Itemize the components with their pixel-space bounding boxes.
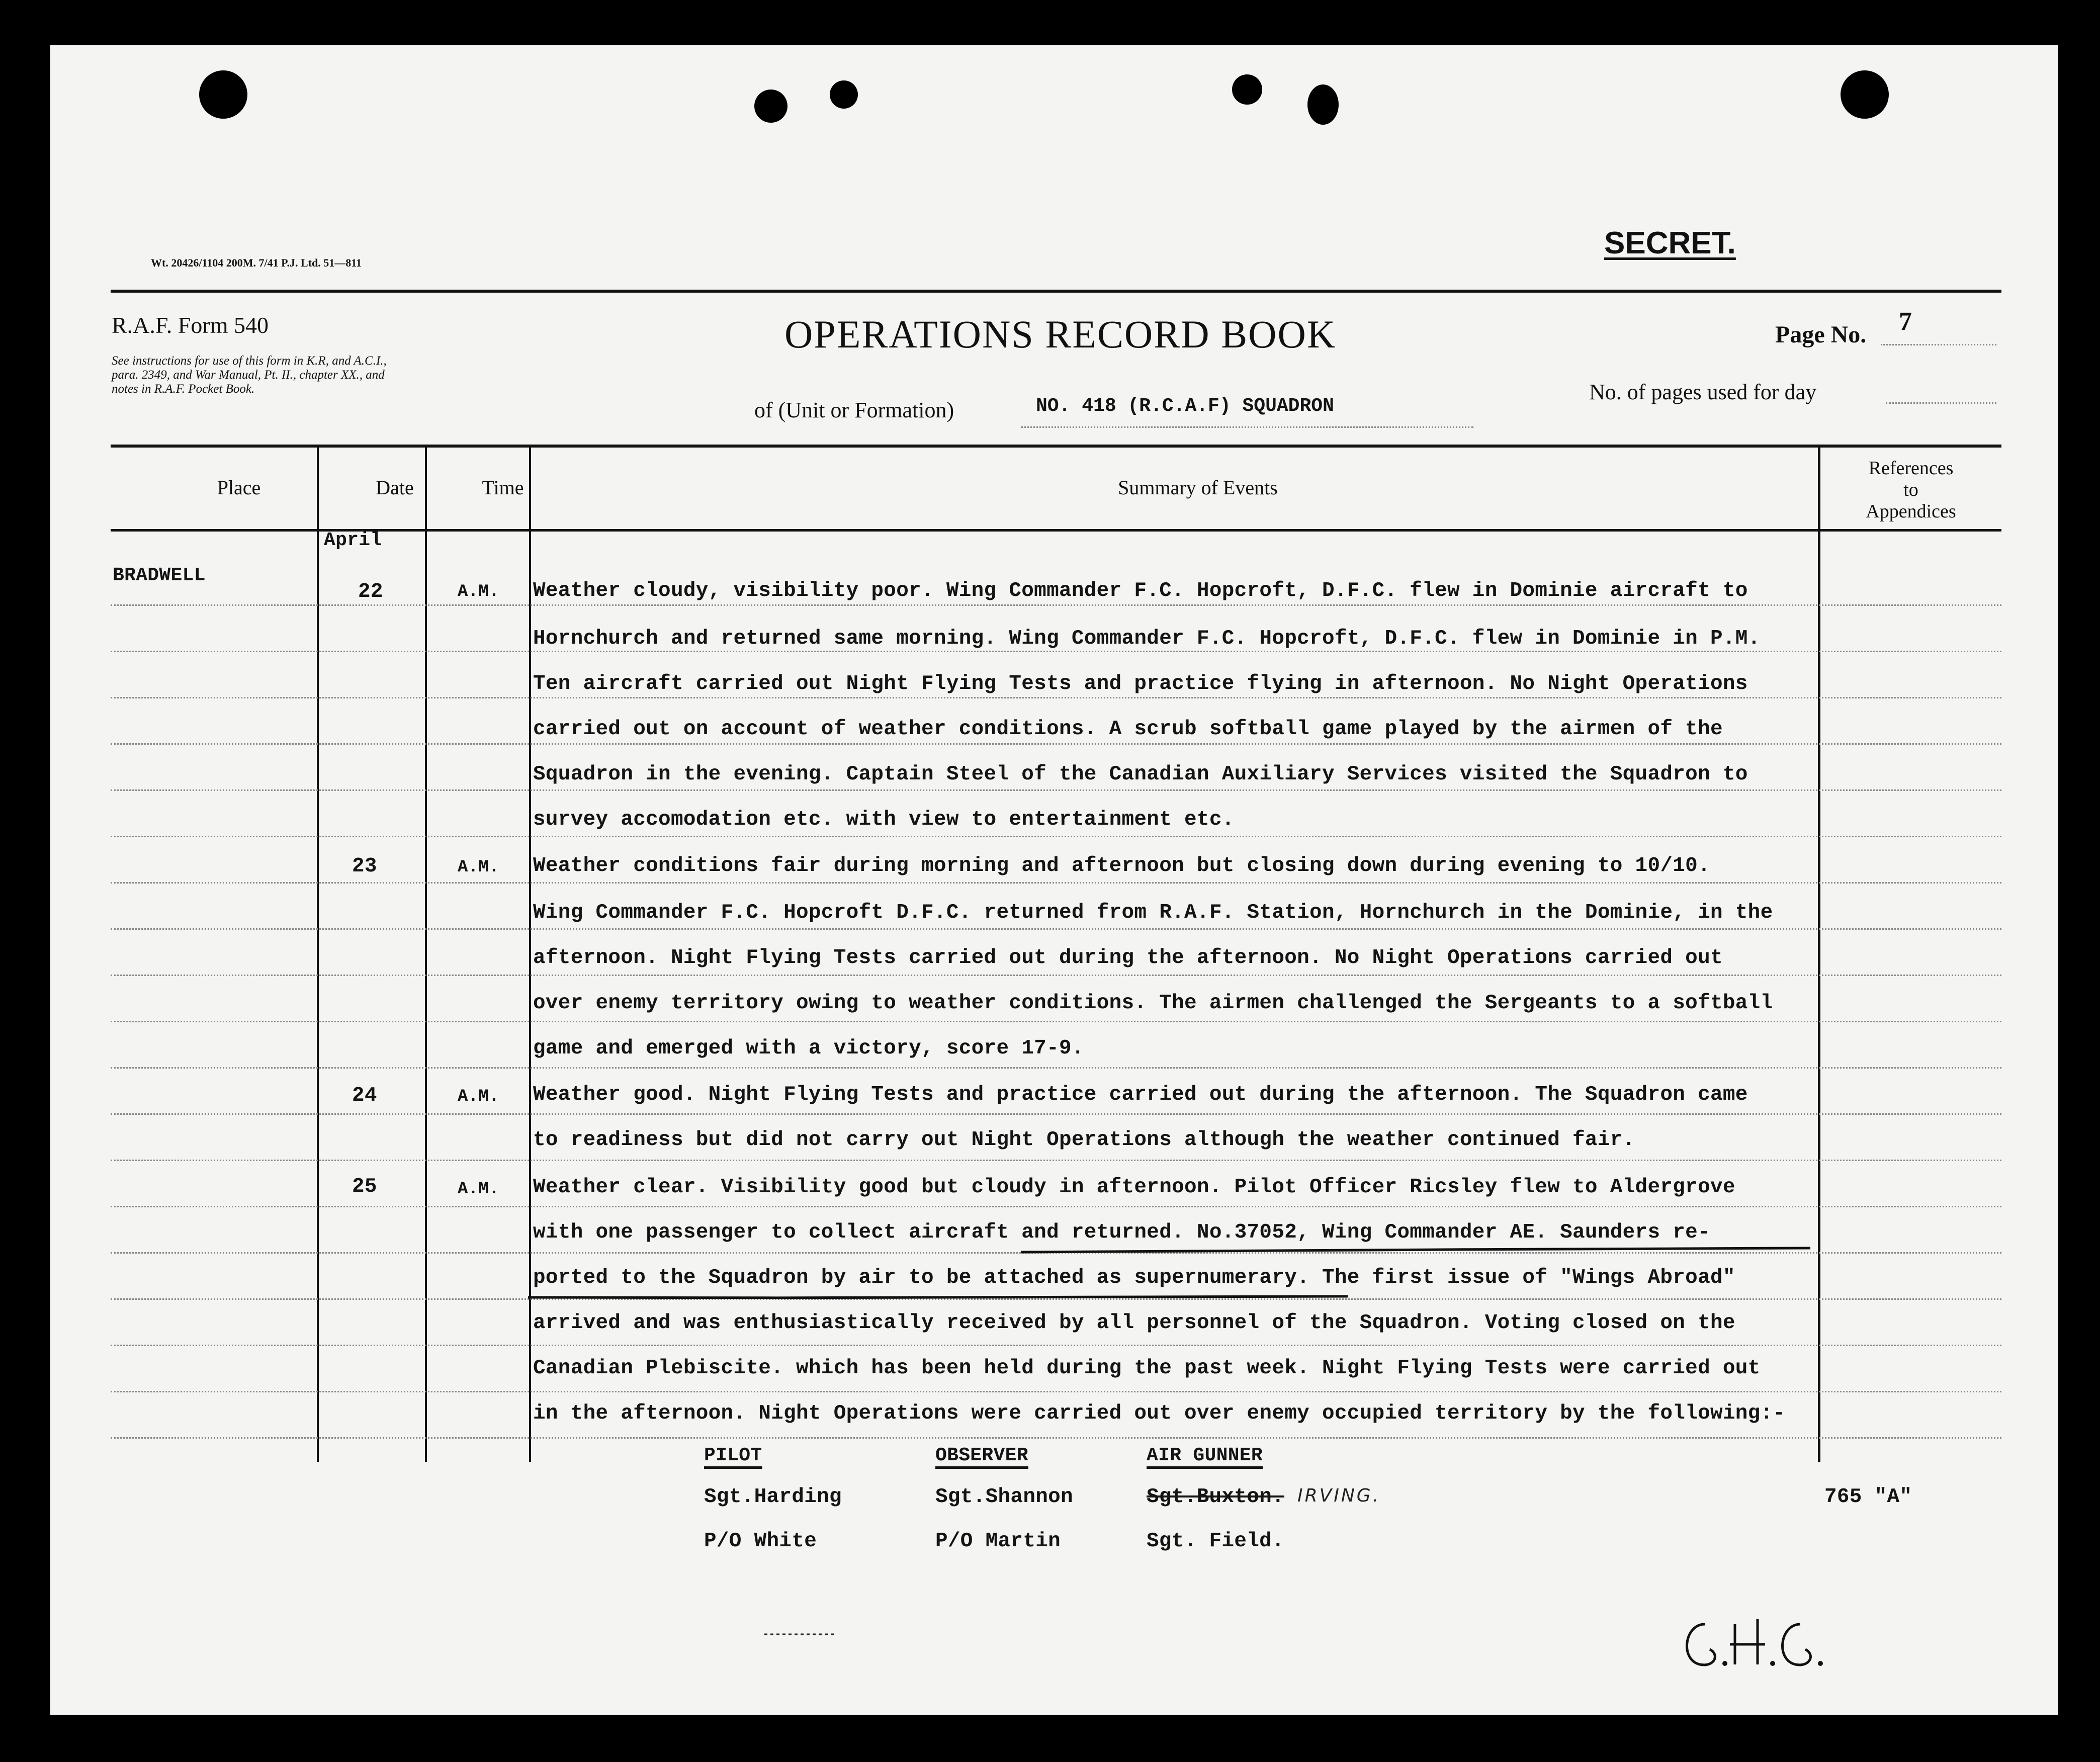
place-value: BRADWELL	[113, 565, 206, 586]
references-line: Appendices	[1866, 501, 1956, 522]
entry-time: A.M.	[458, 582, 499, 601]
entry-time: A.M.	[458, 1180, 499, 1199]
entry-time: A.M.	[458, 858, 499, 877]
signature-initials	[1675, 1604, 1825, 1685]
summary-line: arrived and was enthusiastically received by all personnel of the Squadron. Voting closed on the	[533, 1311, 1735, 1335]
page-no-label: Page No.	[1775, 321, 1867, 348]
classification-stamp: SECRET.	[1604, 226, 1736, 260]
month-label: April	[324, 530, 382, 551]
summary-line: with one passenger to collect aircraft and returned. No.37052, Wing Commander AE. Saunders re-	[533, 1221, 1710, 1244]
form-page	[50, 45, 2058, 1715]
summary-line: ported to the Squadron by air to be attached as supernumerary. The first issue of "Wings Abroad"	[533, 1266, 1735, 1289]
page-no-value: 7	[1899, 307, 1912, 336]
crew-header-observer: OBSERVER	[935, 1445, 1028, 1466]
summary-line: Weather cloudy, visibility poor. Wing Commander F.C. Hopcroft, D.F.C. flew in Dominie aircraft to	[533, 579, 1748, 602]
instruction-line: See instructions for use of this form in K.R, and A.C.I.,	[112, 354, 387, 368]
column-header-place: Place	[217, 476, 261, 499]
pen-underline	[50, 45, 2058, 1715]
summary-line: carried out on account of weather conditions. A scrub softball game played by the airmen of the	[533, 718, 1723, 741]
summary-line: Weather clear. Visibility good but cloudy in afternoon. Pilot Officer Ricsley flew to Aldergrove	[533, 1176, 1735, 1199]
column-header-time: Time	[482, 476, 524, 499]
form-name: R.A.F. Form 540	[112, 312, 269, 338]
references-line: to	[1903, 479, 1918, 500]
crew-cell: Sgt. Field.	[1147, 1530, 1284, 1553]
handwritten-correction: IRVING.	[1297, 1485, 1381, 1506]
entry-date: 23	[352, 855, 377, 878]
summary-line: Canadian Plebiscite. which has been held during the past week. Night Flying Tests were carried out	[533, 1357, 1761, 1380]
references-line: References	[1868, 458, 1954, 479]
unit-value: NO. 418 (R.C.A.F) SQUADRON	[1036, 395, 1334, 417]
summary-line: Ten aircraft carried out Night Flying Tests and practice flying in afternoon. No Night Operations	[533, 672, 1748, 695]
crew-cell: Sgt.Harding	[704, 1485, 842, 1509]
summary-line: over enemy territory owing to weather conditions. The airmen challenged the Sergeants to a softball	[533, 992, 1773, 1015]
column-header-date: Date	[376, 476, 414, 499]
summary-line: in the afternoon. Night Operations were carried out over enemy occupied territory by the following:-	[533, 1402, 1786, 1425]
crew-cell: P/O White	[704, 1530, 817, 1553]
summary-line: Hornchurch and returned same morning. Wing Commander F.C. Hopcroft, D.F.C. flew in Dominie in P.M.	[533, 627, 1761, 650]
crew-cell: P/O Martin	[935, 1530, 1061, 1553]
summary-line: Squadron in the evening. Captain Steel of the Canadian Auxiliary Services visited the Squadron to	[533, 763, 1748, 786]
crew-cell: Sgt.Shannon	[935, 1485, 1073, 1509]
summary-line: afternoon. Night Flying Tests carried out during the afternoon. No Night Operations carried out	[533, 946, 1723, 970]
unit-label: of (Unit or Formation)	[754, 398, 954, 422]
entry-date: 25	[352, 1175, 377, 1198]
summary-line: Weather conditions fair during morning and afternoon but closing down during evening to 10/10.	[533, 854, 1710, 877]
crew-cell: Sgt.Buxton.	[1147, 1485, 1284, 1509]
instruction-line: para. 2349, and War Manual, Pt. II., chapter XX., and	[112, 368, 385, 382]
page-title: OPERATIONS RECORD BOOK	[784, 312, 1337, 356]
summary-line: Wing Commander F.C. Hopcroft D.F.C. returned from R.A.F. Station, Hornchurch in the Dominie, in the	[533, 901, 1773, 924]
entry-date: 24	[352, 1084, 377, 1107]
crew-header-pilot: PILOT	[704, 1445, 762, 1466]
entry-date: 22	[358, 580, 383, 603]
summary-line: game and emerged with a victory, score 17-9.	[533, 1037, 1084, 1060]
column-header-summary: Summary of Events	[1118, 476, 1278, 499]
summary-line: survey accomodation etc. with view to entertainment etc.	[533, 808, 1235, 831]
print-code: Wt. 20426/1104 200M. 7/41 P.J. Ltd. 51—811	[151, 256, 362, 269]
appendix-reference: 765 "A"	[1824, 1485, 1912, 1509]
instruction-line: notes in R.A.F. Pocket Book.	[112, 382, 255, 396]
crew-header-air-gunner: AIR GUNNER	[1147, 1445, 1263, 1466]
summary-line: Weather good. Night Flying Tests and practice carried out during the afternoon. The Squadron came	[533, 1083, 1748, 1106]
pages-used-label: No. of pages used for day	[1589, 380, 1817, 404]
entry-time: A.M.	[458, 1087, 499, 1106]
summary-line: to readiness but did not carry out Night Operations although the weather continued fair.	[533, 1128, 1635, 1152]
